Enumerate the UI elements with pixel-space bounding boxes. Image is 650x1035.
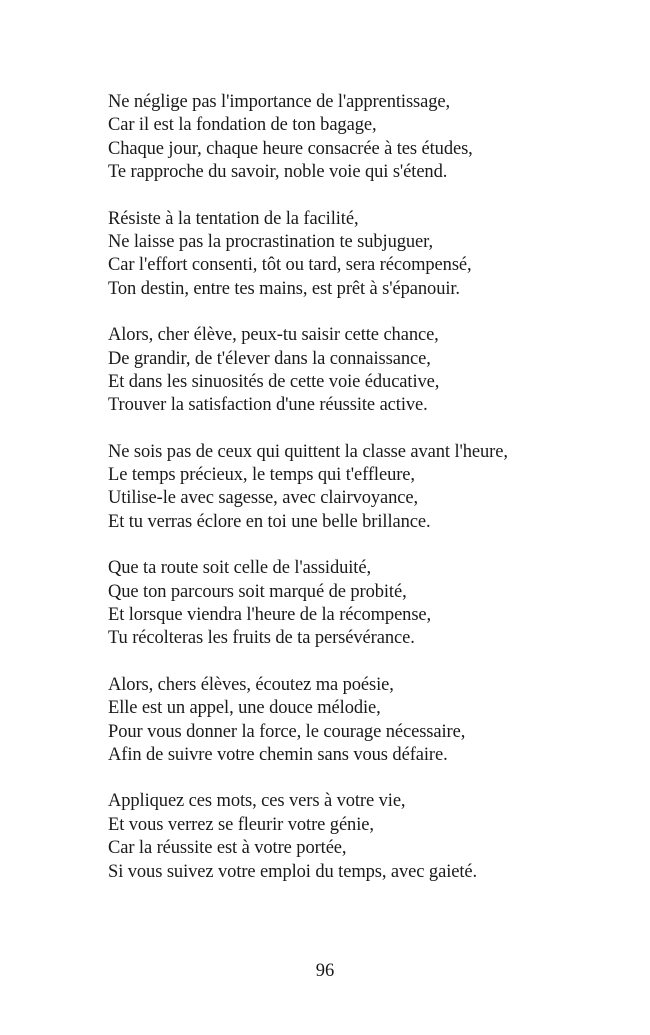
poem-line: Alors, cher élève, peux-tu saisir cette chance,: [108, 325, 439, 346]
page-number: 96: [315, 961, 335, 981]
poem-line: Trouver la satisfaction d'une réussite active.: [108, 395, 428, 416]
stanza: [108, 208, 628, 302]
poem-line: Que ta route soit celle de l'assiduité,: [108, 558, 371, 579]
poem-line: Pour vous donner la force, le courage nécessaire,: [108, 721, 466, 742]
poem: [108, 91, 628, 907]
stanza: [108, 324, 628, 418]
poem-line: Afin de suivre votre chemin sans vous défaire.: [108, 744, 448, 765]
poem-line: Ne néglige pas l'importance de l'apprentissage,: [108, 92, 451, 112]
poem-line: Car la réussite est à votre portée,: [108, 838, 347, 859]
stanza: [108, 790, 628, 884]
poem-line: De grandir, de t'élever dans la connaissance,: [108, 348, 431, 369]
poem-line: Car il est la fondation de ton bagage,: [108, 115, 377, 136]
poem-line: Et dans les sinuosités de cette voie éducative,: [108, 371, 440, 392]
poem-line: Elle est un appel, une douce mélodie,: [108, 698, 381, 719]
poem-line: Et tu verras éclore en toi une belle brillance.: [108, 511, 431, 532]
stanza: [108, 441, 628, 535]
poem-line: Utilise-le avec sagesse, avec clairvoyance,: [108, 488, 419, 509]
poem-line: Et vous verrez se fleurir votre génie,: [108, 814, 374, 835]
poem-line: Ne laisse pas la procrastination te subjuguer,: [108, 231, 433, 252]
poem-line: Résiste à la tentation de la facilité,: [108, 208, 359, 229]
poem-line: Alors, chers élèves, écoutez ma poésie,: [108, 674, 394, 695]
poem-line: Car l'effort consenti, tôt ou tard, sera récompensé,: [108, 255, 472, 276]
poem-line: Le temps précieux, le temps qui t'effleure,: [108, 465, 415, 486]
poem-line: Chaque jour, chaque heure consacrée à tes études,: [108, 138, 473, 159]
poem-line: Ne sois pas de ceux qui quittent la classe avant l'heure,: [108, 441, 508, 462]
poem-line: Et lorsque viendra l'heure de la récompense,: [108, 605, 432, 626]
poem-line: Appliquez ces mots, ces vers à votre vie,: [108, 791, 406, 812]
stanza: [108, 91, 628, 185]
stanza: [108, 557, 628, 651]
poem-line: Ton destin, entre tes mains, est prêt à s'épanouir.: [108, 278, 460, 299]
stanza: [108, 674, 628, 768]
poem-line: Te rapproche du savoir, noble voie qui s'étend.: [108, 162, 448, 183]
poem-line: Tu récolteras les fruits de ta persévérance.: [108, 628, 415, 649]
poem-line: Que ton parcours soit marqué de probité,: [108, 581, 407, 602]
poem-line: Si vous suivez votre emploi du temps, avec gaieté.: [108, 861, 478, 882]
